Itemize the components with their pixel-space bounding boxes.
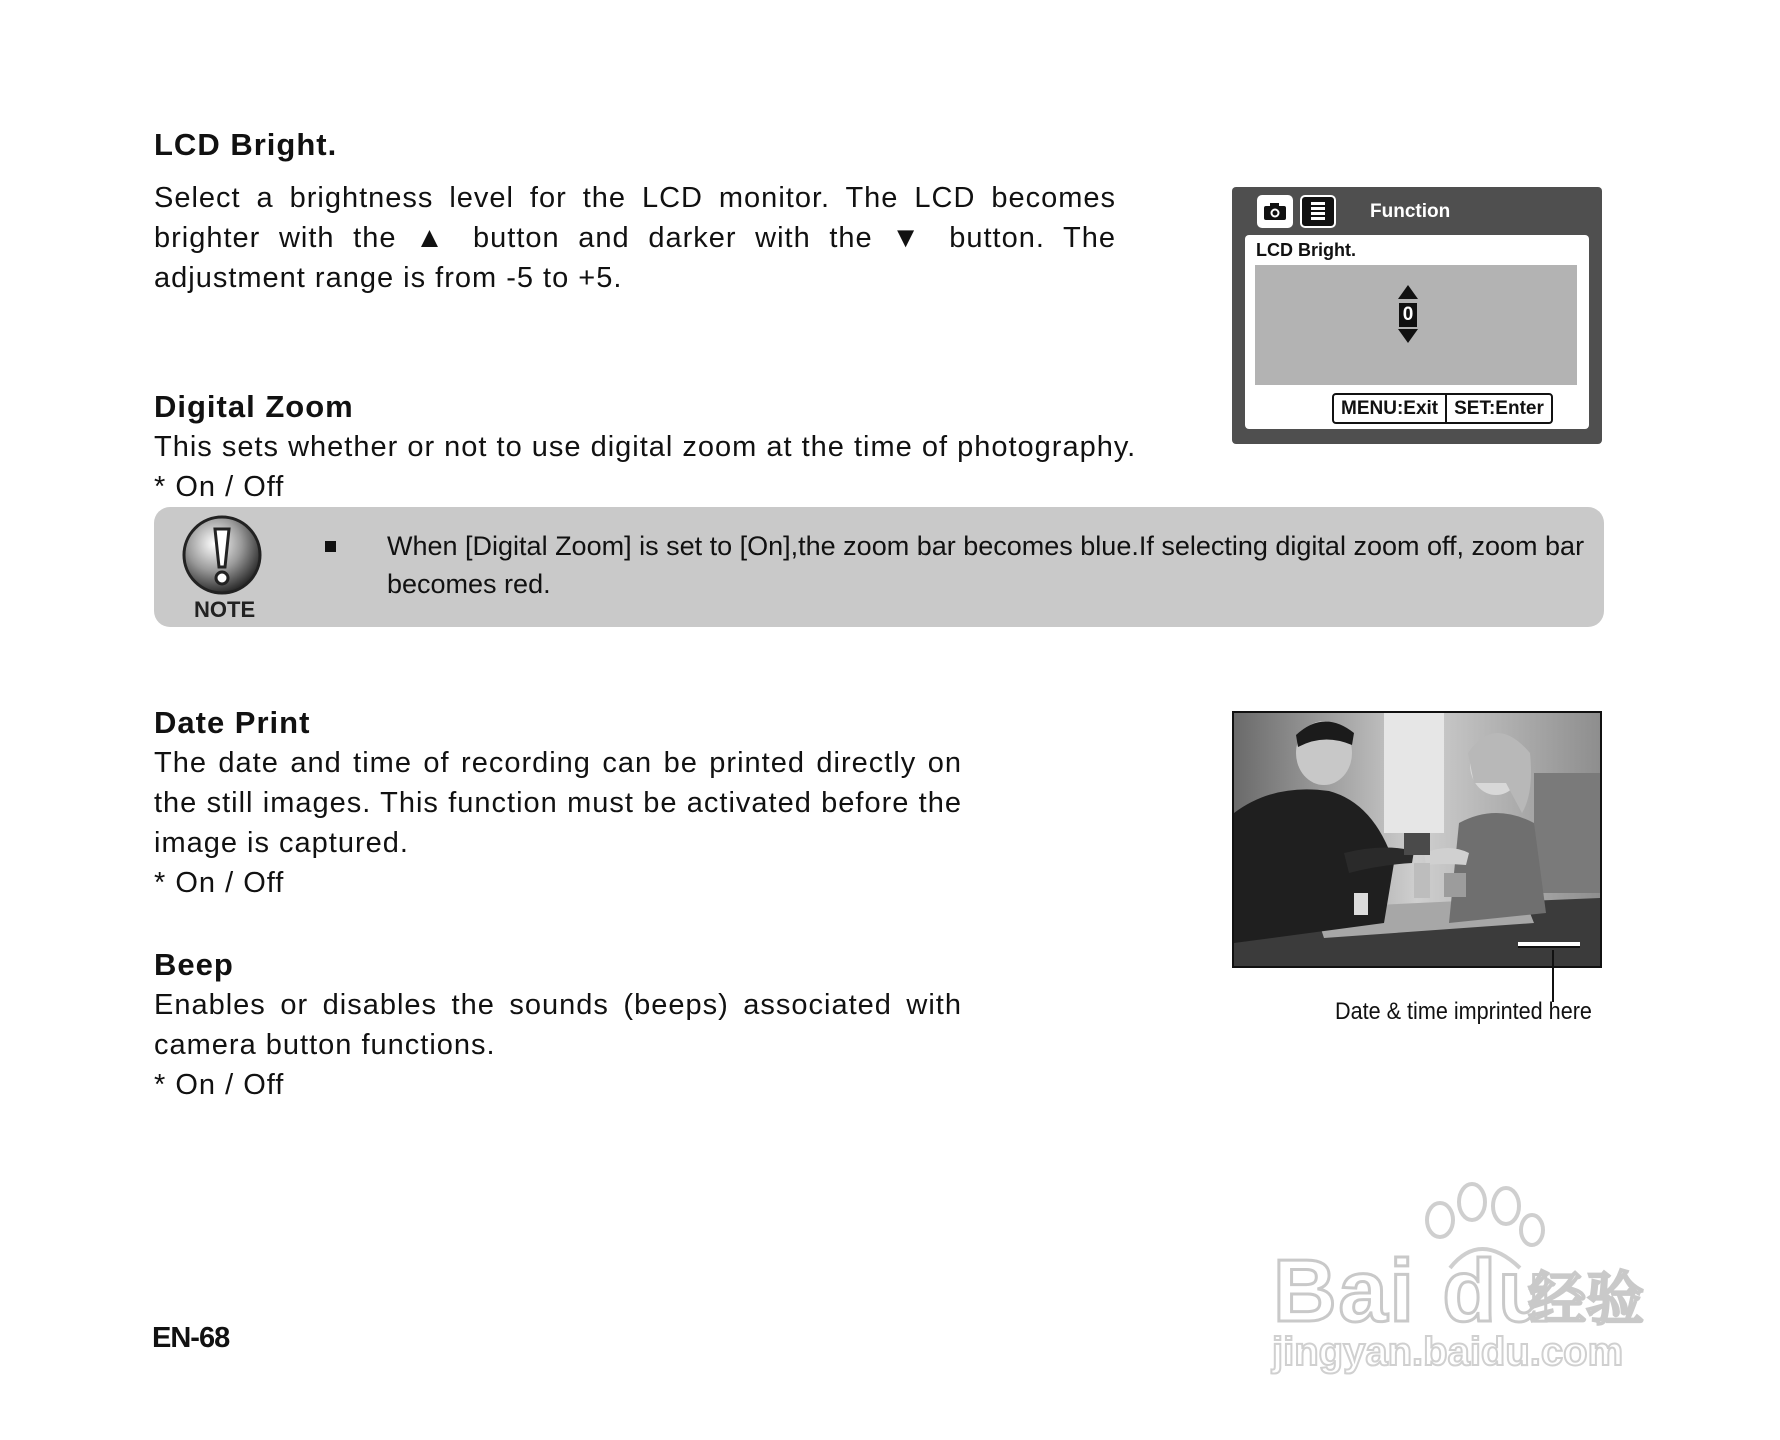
exclamation-icon <box>182 515 262 595</box>
lcd-function-label: Function <box>1370 201 1451 222</box>
baidu-watermark <box>1270 1180 1690 1380</box>
sample-photo <box>1232 711 1602 968</box>
digital-zoom-options: * On / Off <box>154 471 285 503</box>
caption-pointer <box>1552 950 1554 1002</box>
date-print-options: * On / Off <box>154 867 285 899</box>
lcd-bright-text: Select a brightness level for the LCD monitor. The LCD becomes brighter with the ▲ button and darker with the ▼ button. The adjustment range is from -5 to +5. <box>154 182 1116 294</box>
beep-text: Enables or disables the sounds (beeps) associated with camera button functions. <box>154 989 962 1061</box>
bullet-icon <box>325 541 336 552</box>
page-number: EN-68 <box>152 1322 230 1354</box>
camera-icon <box>1257 195 1293 228</box>
set-enter-label: SET:Enter <box>1445 395 1551 422</box>
lcd-button-bar <box>1332 393 1553 424</box>
beep-heading: Beep <box>154 947 234 982</box>
arrow-up-icon <box>1398 285 1418 299</box>
watermark-url: jingyan.baidu.com <box>1272 1330 1624 1374</box>
lcd-inner-panel <box>1245 235 1589 429</box>
menu-exit-label: MENU:Exit <box>1341 398 1439 419</box>
lcd-bright-heading: LCD Bright. <box>154 127 338 162</box>
date-print-heading: Date Print <box>154 705 311 740</box>
menu-list-icon <box>1300 195 1336 228</box>
digital-zoom-heading: Digital Zoom <box>154 389 354 424</box>
note-box <box>154 507 1604 627</box>
watermark-cn: 经验 <box>1528 1265 1645 1333</box>
note-text: When [Digital Zoom] is set to [On],the zoom bar becomes blue.If selecting digital zoom off, zoom bar becomes red. <box>387 531 1585 599</box>
photo-caption: Date & time imprinted here <box>1335 998 1592 1025</box>
note-label: NOTE <box>194 597 256 622</box>
digital-zoom-text: This sets whether or not to use digital zoom at the time of photography. <box>154 431 1137 463</box>
lcd-value-area <box>1255 265 1577 385</box>
beep-options: * On / Off <box>154 1069 285 1101</box>
arrow-down-icon <box>1398 329 1418 343</box>
watermark-brand: Bai du <box>1273 1241 1554 1340</box>
date-print-text: The date and time of recording can be printed directly on the still images. This function must be activated before the image is captured. <box>154 747 962 859</box>
lcd-item-title: LCD Bright. <box>1256 240 1356 260</box>
lcd-value: 0 <box>1399 303 1417 327</box>
lcd-screen-illustration <box>1232 187 1602 444</box>
